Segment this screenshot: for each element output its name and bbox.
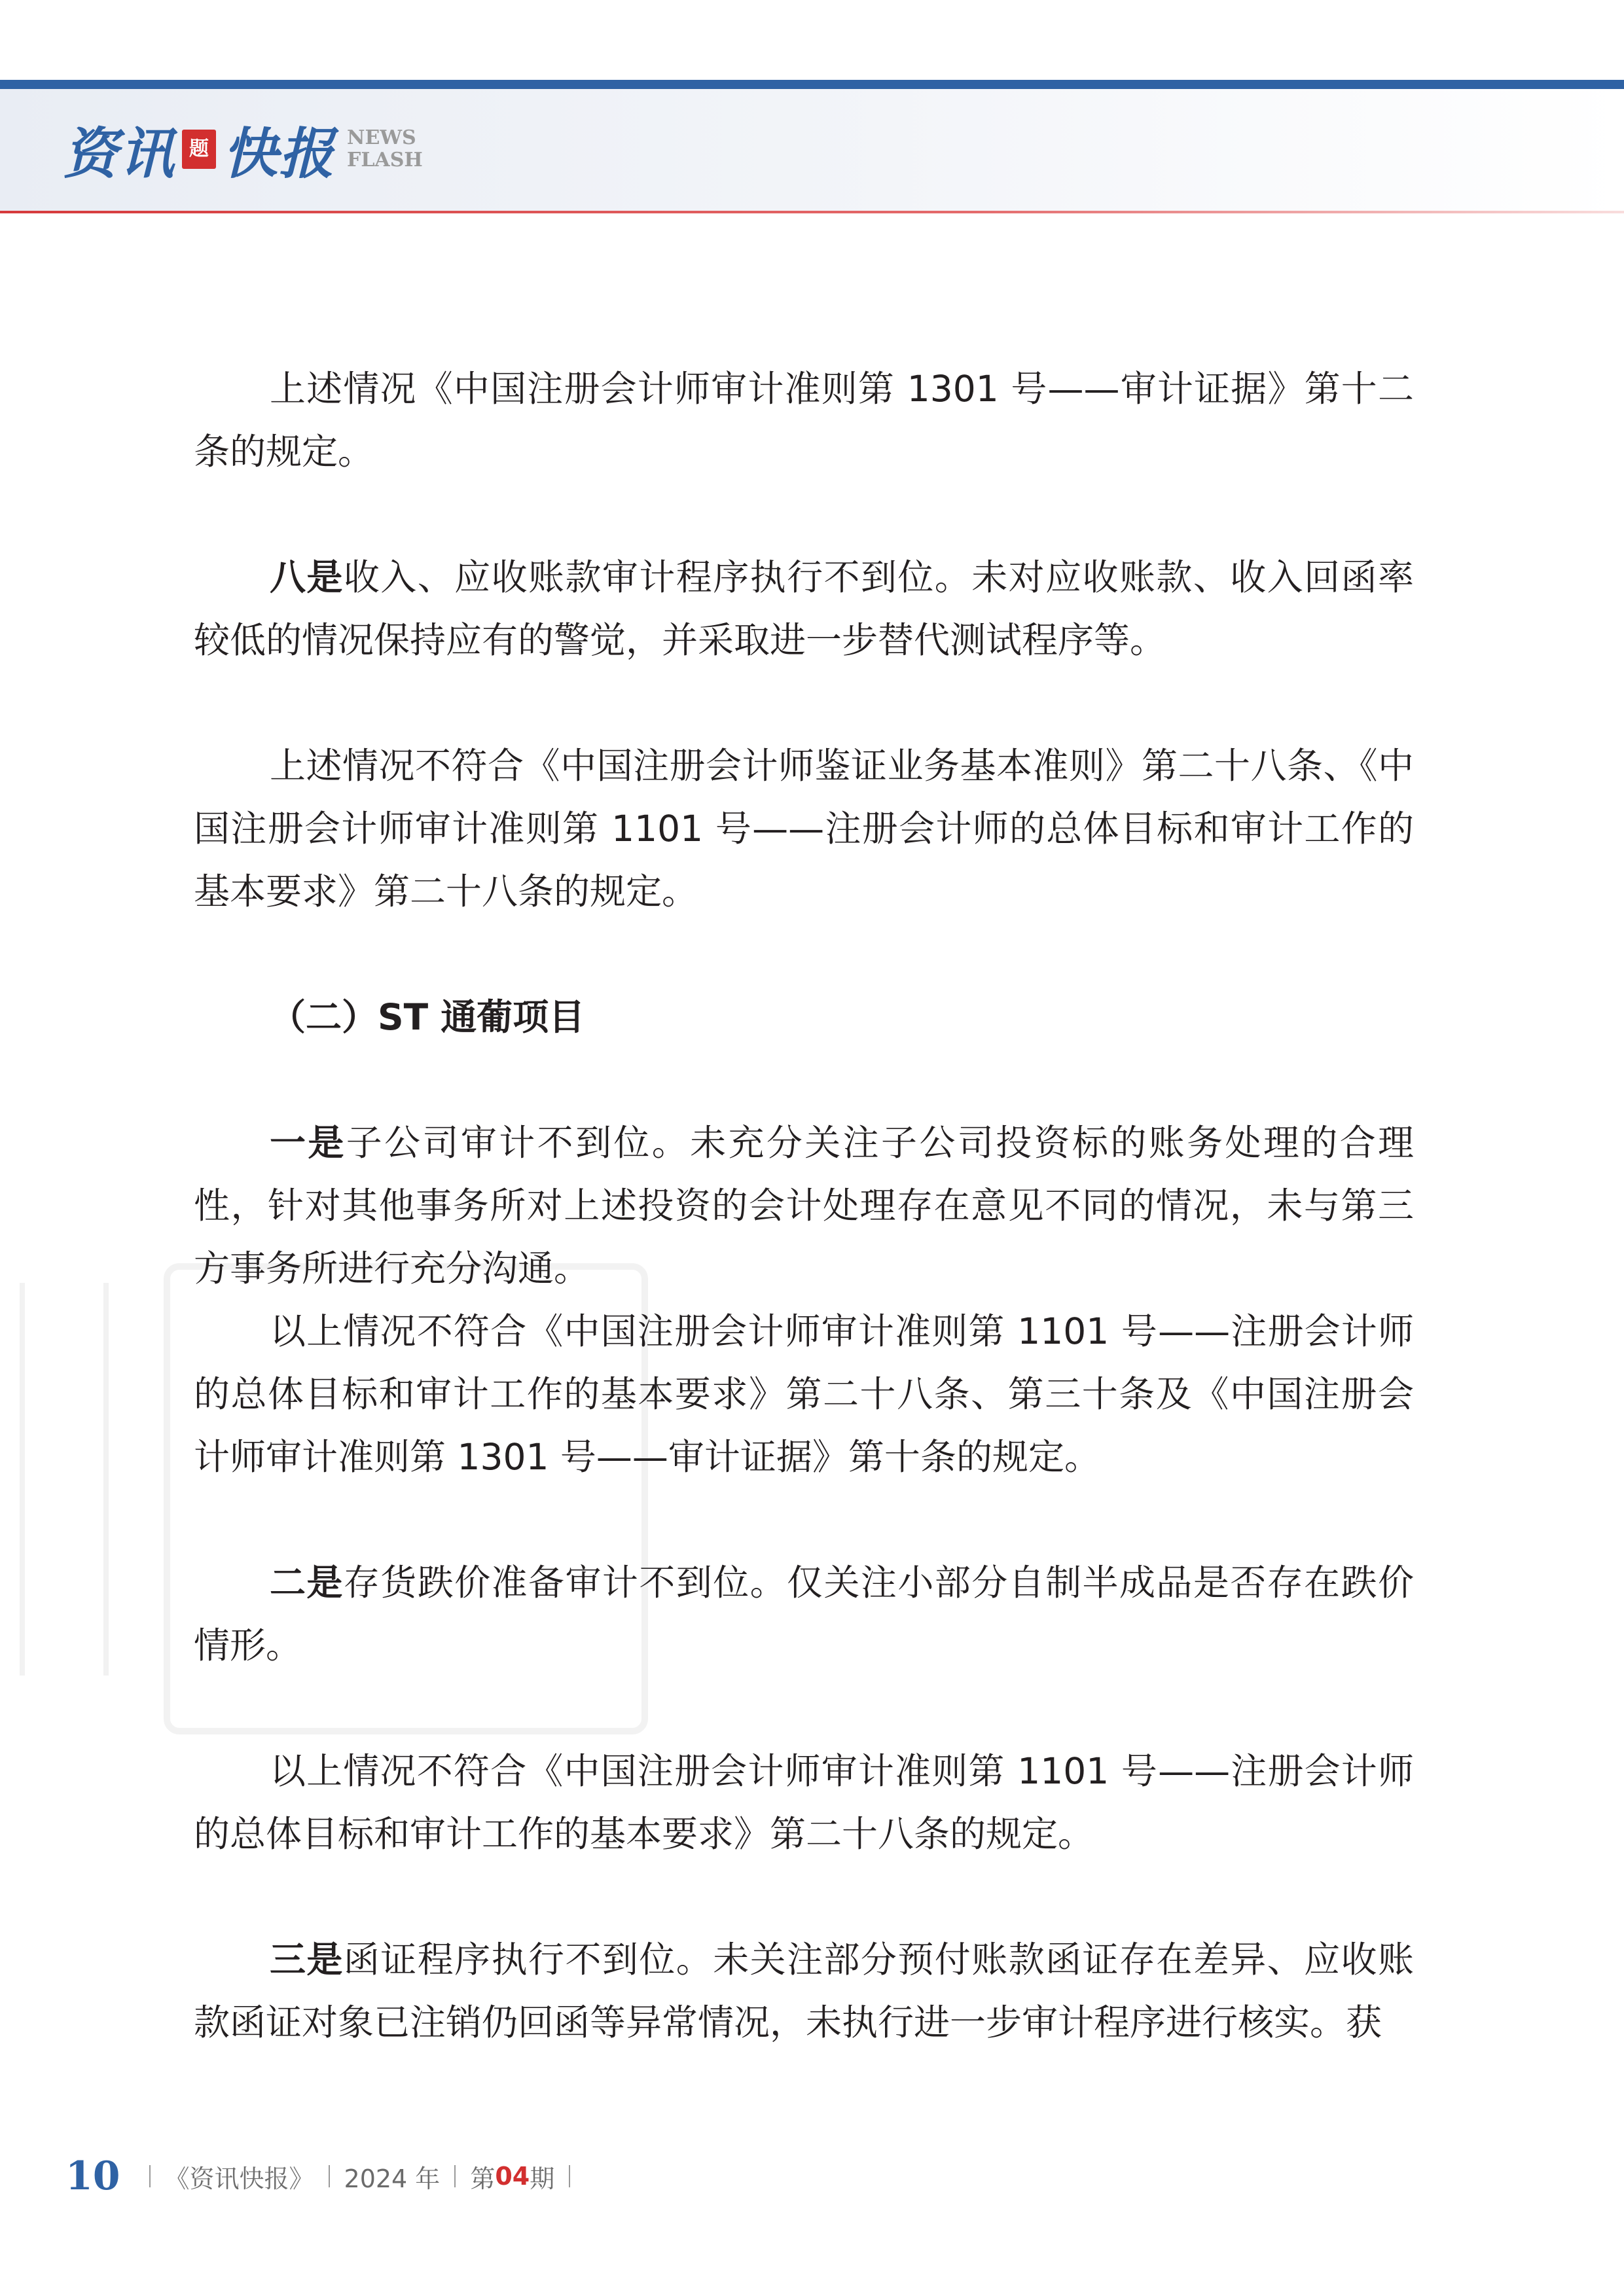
publication-year: 2024 年 — [344, 2164, 441, 2193]
paragraph — [194, 546, 1414, 672]
paragraph: 以上情况不符合《中国注册会计师审计准则第 1101 号——注册会计师的总体目标和审计工作的基本要求》第二十八条、第三十条及《中国注册会计师审计准则第 1301 号——审计证据》第十条的规定。 — [194, 1310, 1414, 1478]
paragraph — [194, 1111, 1414, 1300]
paragraph-text: 存货跌价准备审计不到位。仅关注小部分自制半成品是否存在跌价情形。 — [194, 1562, 1414, 1666]
page-footer — [65, 2153, 585, 2199]
paragraph: 以上情况不符合《中国注册会计师审计准则第 1101 号——注册会计师的总体目标和审计工作的基本要求》第二十八条的规定。 — [194, 1750, 1414, 1855]
header-divider — [0, 211, 1624, 213]
paragraph: 上述情况《中国注册会计师审计准则第 1301 号——审计证据》第十二条的规定。 — [194, 368, 1414, 473]
footer-separator — [329, 2165, 330, 2187]
issue-number: 04 — [495, 2162, 530, 2191]
paragraph: 上述情况不符合《中国注册会计师鉴证业务基本准则》第二十八条、《中国注册会计师审计准则第 1101 号——注册会计师的总体目标和审计工作的基本要求》第二十八条的规定。 — [194, 745, 1414, 912]
issue-prefix: 第 — [470, 2164, 496, 2193]
footer-separator — [454, 2165, 456, 2187]
paragraph-text: 子公司审计不到位。未充分关注子公司投资标的账务处理的合理性，针对其他事务所对上述投资的会计处理存在意见不同的情况，未与第三方事务所进行充分沟通。 — [194, 1122, 1414, 1289]
issue-suffix: 期 — [530, 2164, 555, 2193]
section-heading: （二）ST 通葡项目 — [270, 996, 585, 1038]
publication-name: 《资讯快报》 — [164, 2164, 314, 2193]
logo-title-part2: 快报 — [223, 120, 336, 186]
paragraph-lead: 一是 — [270, 1122, 346, 1164]
paragraph-lead: 二是 — [270, 1562, 344, 1604]
logo-english — [347, 127, 423, 171]
logo-english-line1: NEWS — [347, 126, 416, 149]
footer-separator — [569, 2165, 570, 2187]
logo-english-line2: FLASH — [347, 149, 423, 171]
paragraph — [194, 1928, 1414, 2054]
logo-seal-icon: 题 — [182, 130, 216, 169]
paragraph-lead: 八是 — [270, 556, 344, 598]
page-number: 10 — [65, 2153, 120, 2199]
paragraph-text: 收入、应收账款审计程序执行不到位。未对应收账款、收入回函率较低的情况保持应有的警觉，并采取进一步替代测试程序等。 — [194, 556, 1414, 661]
background-watermark-left — [20, 1283, 109, 1676]
paragraph-text: 函证程序执行不到位。未关注部分预付账款函证存在差异、应收账款函证对象已注销仍回函等异常情况，未执行进一步审计程序进行核实。获 — [194, 1939, 1414, 2043]
paragraph — [194, 1551, 1414, 1677]
paragraph-lead: 三是 — [270, 1939, 344, 1981]
header-top-bar — [0, 80, 1624, 89]
logo — [63, 110, 423, 188]
logo-title-part1: 资讯 — [63, 120, 176, 186]
footer-separator — [149, 2165, 151, 2187]
